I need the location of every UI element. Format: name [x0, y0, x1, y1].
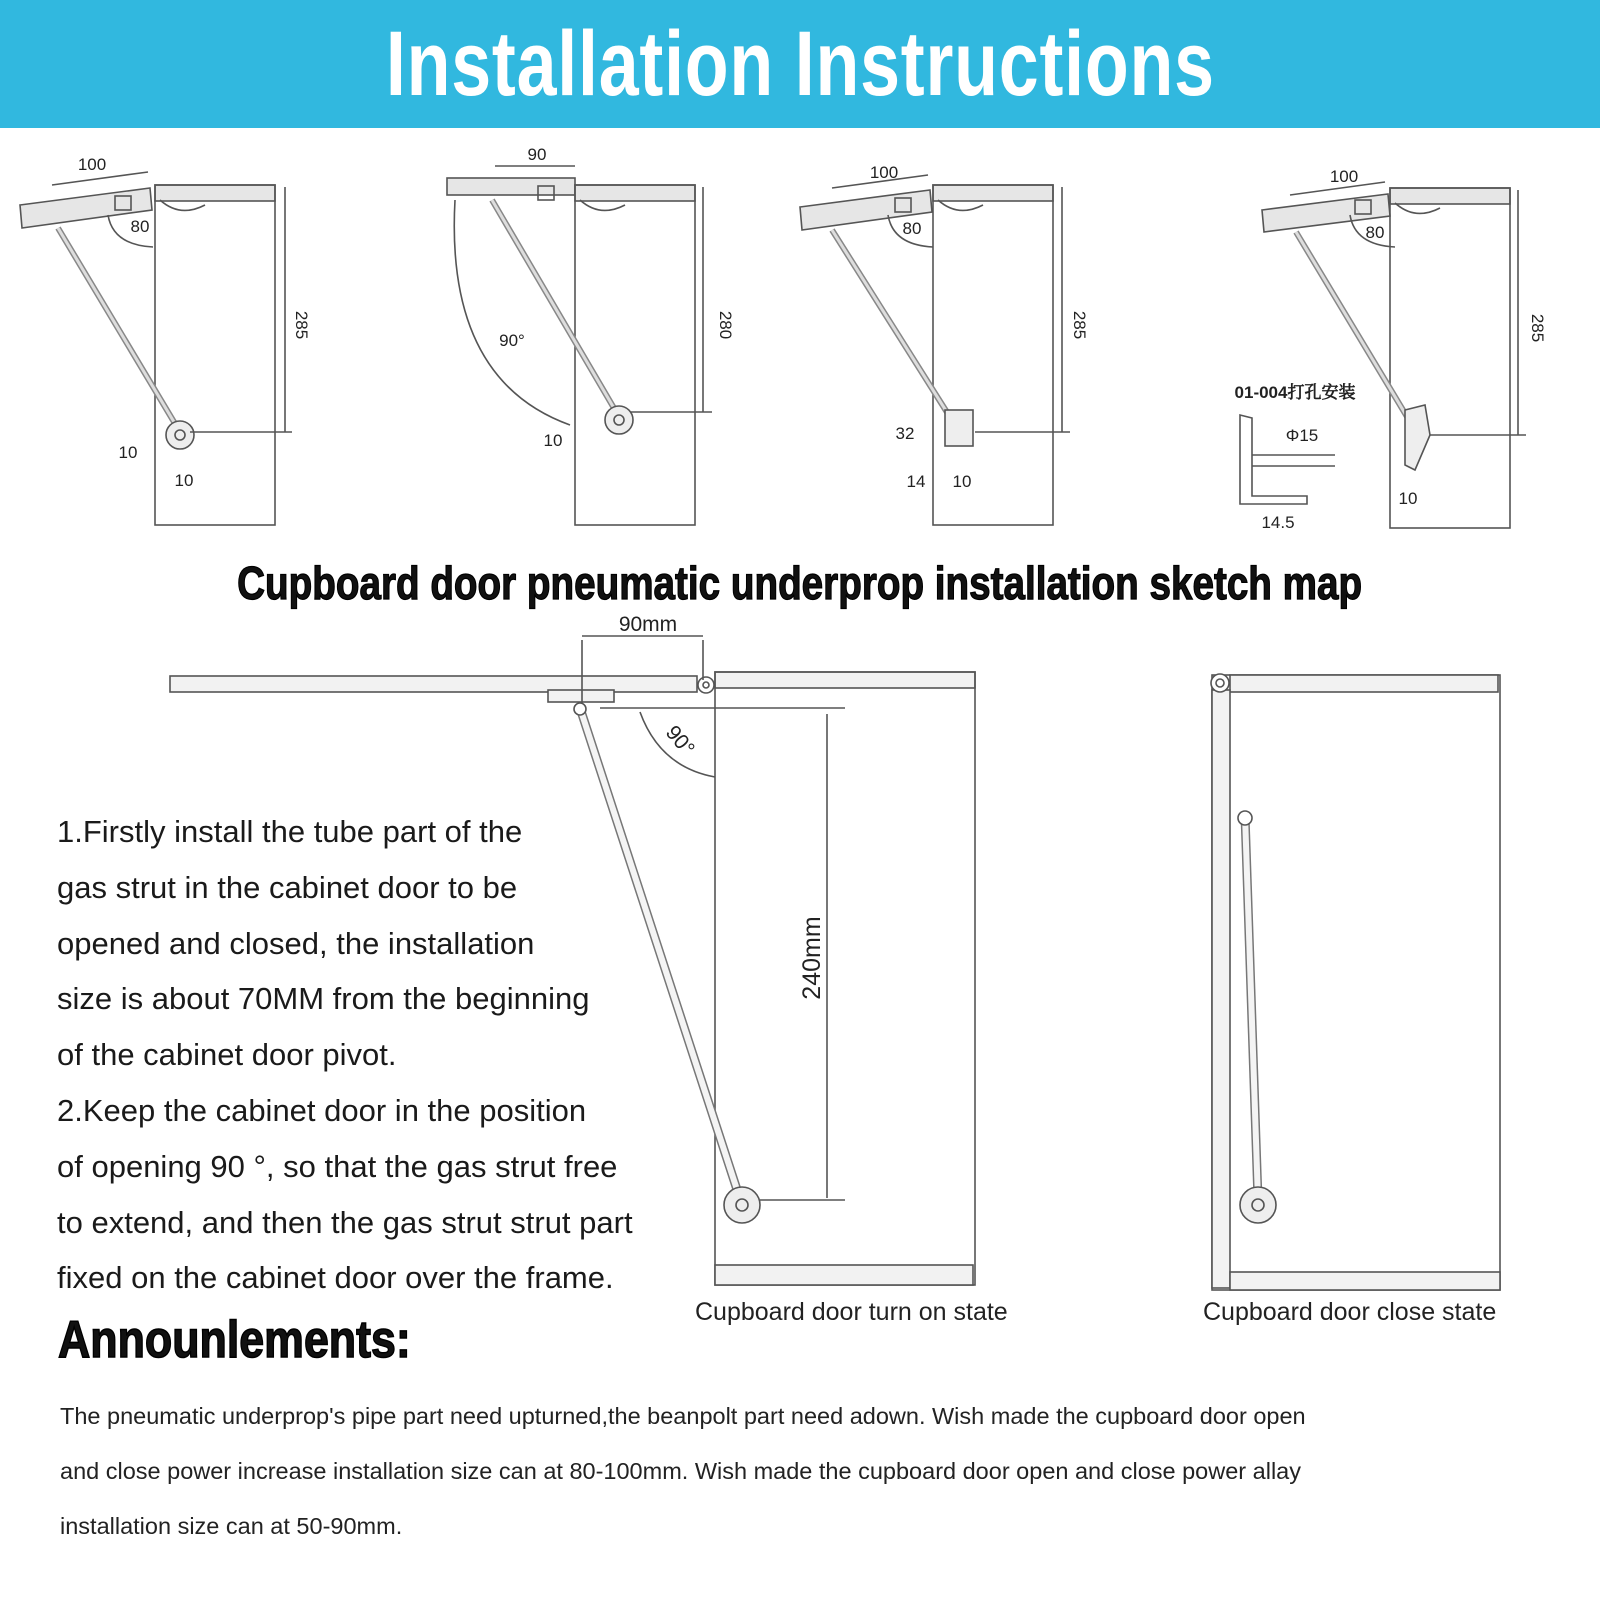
panel2-offset: 10 — [543, 431, 563, 450]
open-height-label: 240mm — [798, 916, 826, 1000]
step-line: to extend, and then the gas strut strut part — [57, 1204, 633, 1240]
open-door-caption: Cupboard door turn on state — [695, 1298, 1008, 1326]
open-angle-label: 90° — [660, 721, 699, 761]
closed-door-caption: Cupboard door close state — [1203, 1298, 1497, 1326]
diagram-panel-1 — [20, 155, 311, 525]
sketch-map-title-text: Cupboard door pneumatic underprop installation sketch map — [237, 557, 1363, 609]
diagram-panel-2 — [447, 145, 735, 525]
panel2-width-label: 90 — [527, 145, 547, 164]
panel3-angle-label: 80 — [902, 219, 922, 238]
panel1-height-label: 285 — [292, 310, 311, 340]
closed-door-diagram — [1211, 674, 1500, 1290]
panel4-offset: 10 — [1398, 489, 1418, 508]
panel4-angle-label: 80 — [1365, 223, 1385, 242]
panel1-left-offset: 10 — [118, 443, 138, 462]
step-line: fixed on the cabinet door over the frame. — [57, 1260, 614, 1296]
step-line: size is about 70MM from the beginning — [57, 981, 590, 1017]
announcements-text — [60, 1389, 1306, 1554]
announcement-line: The pneumatic underprop's pipe part need upturned,the beanpolt part need adown. Wish made the cupboard door open — [60, 1403, 1306, 1429]
step-line: of opening 90 °, so that the gas strut free — [57, 1148, 618, 1184]
announcement-line: installation size can at 50-90mm. — [60, 1513, 403, 1539]
panel4-bracket-offset: 14.5 — [1261, 513, 1295, 532]
panel4-height-label: 285 — [1528, 313, 1547, 343]
panel3-bracket-height: 32 — [895, 424, 915, 443]
panel3-width-label: 100 — [869, 163, 899, 182]
panel3-left-offset: 14 — [906, 472, 926, 491]
panel4-hole-diameter: Φ15 — [1285, 426, 1319, 445]
step-line: 2.Keep the cabinet door in the position — [57, 1092, 587, 1128]
panel3-height-label: 285 — [1070, 310, 1089, 340]
panel4-note: 01-004打孔安装 — [1234, 383, 1356, 402]
announcements-title: Announlements: — [58, 1311, 411, 1369]
panel2-height-label: 280 — [716, 310, 735, 340]
step-line: 1.Firstly install the tube part of the — [57, 814, 523, 849]
panel1-angle-label: 80 — [130, 217, 150, 236]
panel4-width-label: 100 — [1329, 167, 1359, 186]
step-line: of the cabinet door pivot. — [57, 1037, 397, 1073]
panel1-right-offset: 10 — [174, 471, 194, 490]
step-line: gas strut in the cabinet door to be — [57, 869, 518, 905]
announcement-line: and close power increase installation size can at 80-100mm. Wish made the cupboard door open and close power allay — [60, 1458, 1301, 1484]
sketch-map-title — [0, 556, 1600, 610]
diagram-panel-4 — [1235, 167, 1547, 532]
diagram-panel-3 — [800, 163, 1089, 525]
step-line: opened and closed, the installation — [57, 925, 535, 961]
panel3-right-offset: 10 — [952, 472, 972, 491]
panel2-angle-label: 90° — [499, 331, 525, 350]
panel1-width-label: 100 — [77, 155, 107, 174]
page-title: Installation Instructions — [385, 12, 1215, 115]
installation-steps — [57, 804, 633, 1306]
open-width-label: 90mm — [618, 613, 678, 636]
